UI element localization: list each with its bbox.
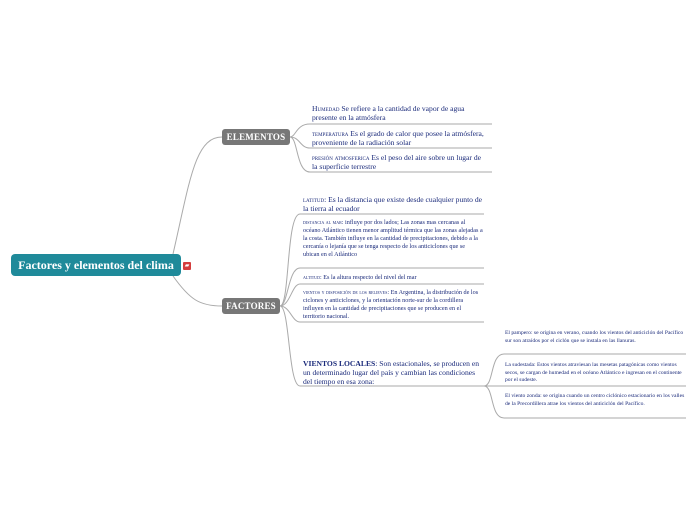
- leaf-text: Es el peso del aire sobre un lugar de la superficie terrestre: [312, 153, 482, 172]
- central-topic[interactable]: Factores y elementos del clima: [11, 254, 181, 276]
- leaf-text: influye por dos lados; Las zonas mas cercanas al océano Atlántico tienen menor amplitud térmica que las zonas alejadas a la costa. También influye en la cantidad de precipitaciones, debido a la cercanía o lejanía que se tenga respecto de los anticiclones que se ubican en el Atlántico: [303, 219, 483, 259]
- leaf-text: Se refiere a la cantidad de vapor de agua presente en la atmósfera: [312, 104, 465, 123]
- leaf-text: En Argentina, la distribución de los ciclones y anticiclones, y la orientación norte-sur de la cordillera influyen en la cantidad de precipitaciones que se producen en el territorio nacional.: [303, 289, 479, 321]
- leaf-text: Es el grado de calor que posee la atmósfera, proveniente de la radiación solar: [312, 129, 484, 148]
- leaf-key: temperatura: [312, 129, 349, 138]
- leaf-text: : Son estacionales, se producen en un determinado lugar del país y cambian las condiciones del tiempo en esa zona:: [303, 359, 480, 387]
- leaf-vientos-locales[interactable]: [303, 359, 483, 386]
- leaf-text: La sudestada: Estos vientos atraviesan las mesetas patagónicas como vientos secos, se cargan de humedad en el océano Atlántico e ingresan en el continente por el sudeste.: [505, 362, 682, 384]
- leaf-key: latitud:: [303, 195, 327, 204]
- leaf-text: Es la altura respecto del nivel del mar: [321, 274, 417, 281]
- leaf-key: VIENTOS LOCALES: [303, 359, 376, 368]
- leaf-text: El viento zonda: se origina cuando un centro ciclónico estacionario en los valles de la Precordillera atrae los vientos del anticiclón del Pacífico.: [505, 393, 685, 407]
- leaf-latitud[interactable]: [303, 195, 483, 213]
- leaf-key: vientos y disposición de los relieves:: [303, 289, 390, 296]
- leaf-altitud[interactable]: [303, 274, 483, 282]
- leaf-key: altitud:: [303, 274, 322, 281]
- red-attachment-icon[interactable]: ▰: [184, 262, 190, 269]
- leaf-text: El pampero: se origina en verano, cuando los vientos del anticiclón del Pacífico sur son atraídos por el ciclón que se instala en las llanuras.: [505, 330, 684, 344]
- leaf-distancia-al-mar[interactable]: [303, 219, 483, 259]
- leaf-key: presión atmosferica: [312, 153, 370, 162]
- leaf-pampero[interactable]: [505, 330, 685, 345]
- leaf-zonda[interactable]: [505, 393, 685, 408]
- leaf-presion-atmosferica[interactable]: [312, 153, 488, 171]
- leaf-text: Es la distancia que existe desde cualquier punto de la tierra al ecuador: [303, 195, 483, 214]
- leaf-vientos-relieves[interactable]: [303, 289, 483, 321]
- branch-elementos[interactable]: ELEMENTOS: [222, 129, 290, 145]
- leaf-humedad[interactable]: [312, 104, 488, 122]
- leaf-sudestada[interactable]: [505, 362, 685, 385]
- leaf-key: distancia al mar:: [303, 219, 344, 226]
- leaf-key: Humedad: [312, 104, 340, 113]
- branch-factores[interactable]: FACTORES: [222, 298, 280, 314]
- leaf-temperatura[interactable]: [312, 129, 488, 147]
